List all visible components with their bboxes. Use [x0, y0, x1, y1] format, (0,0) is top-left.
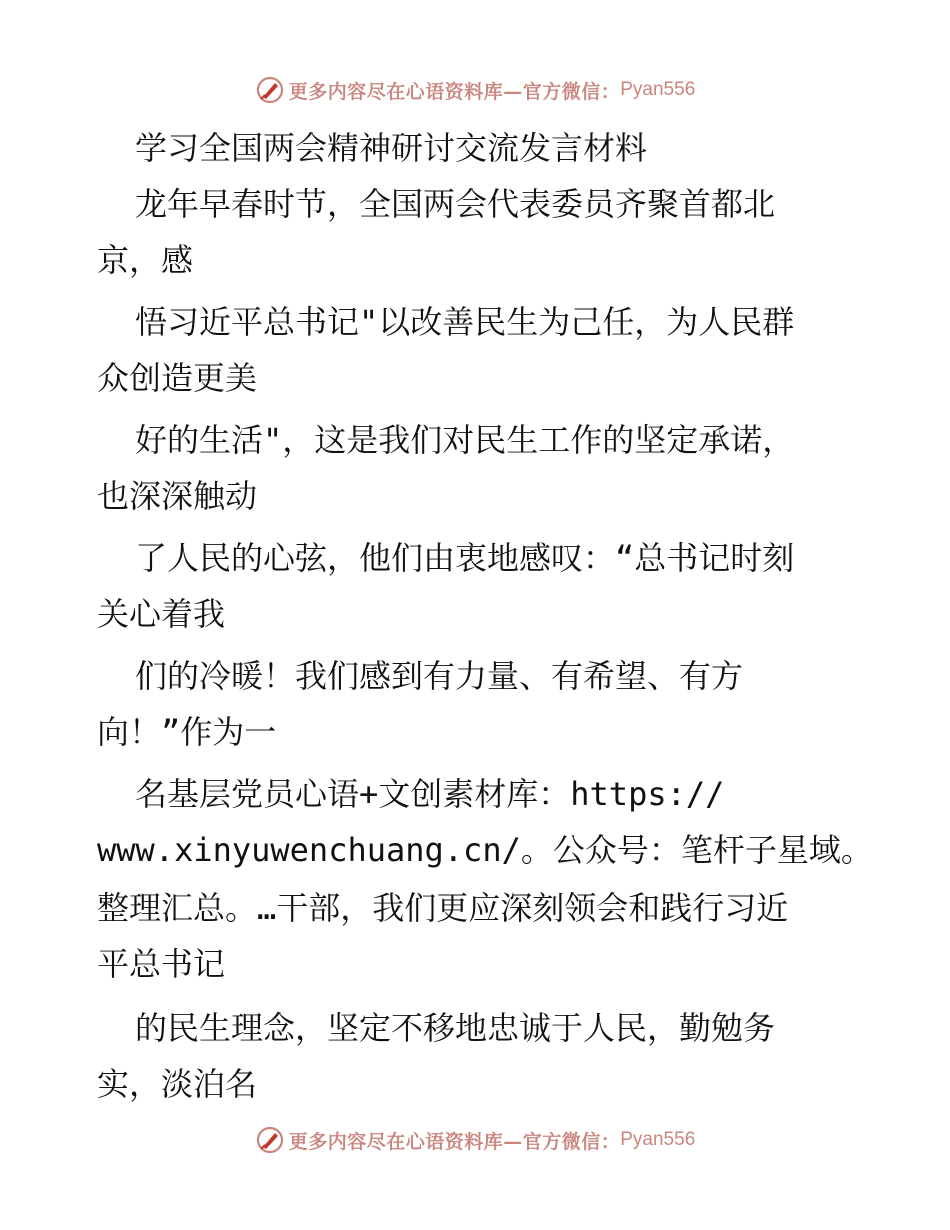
- paragraph-line: 名基层党员心语+文创素材库：https://: [135, 775, 725, 813]
- quill-logo-icon: [255, 1125, 285, 1155]
- document-title: 学习全国两会精神研讨交流发言材料: [135, 129, 648, 167]
- watermark-wechat-id: Pyan556: [620, 79, 696, 100]
- paragraph-line: 平总书记: [97, 945, 226, 983]
- paragraph-line: 向！”作为一: [97, 713, 277, 751]
- paragraph-line: 京，感: [97, 241, 194, 279]
- paragraph-line: 也深深触动: [97, 477, 258, 515]
- paragraph-line: 实，淡泊名: [97, 1065, 258, 1103]
- paragraph-line: 悟习近平总书记"以改善民生为己任，为人民群: [135, 303, 795, 341]
- watermark-wechat-id: Pyan556: [620, 1129, 696, 1150]
- paragraph-line: 好的生活"，这是我们对民生工作的坚定承诺，: [135, 421, 795, 459]
- watermark-text: 更多内容尽在心语资料库—官方微信：: [288, 1130, 621, 1153]
- paragraph-line: www.xinyuwenchuang.cn/。公众号：笔杆子星域。: [97, 831, 873, 869]
- paragraph-line: 了人民的心弦，他们由衷地感叹：“总书记时刻: [135, 539, 795, 577]
- quill-logo-icon: [255, 75, 285, 105]
- paragraph-line: 关心着我: [97, 595, 226, 633]
- paragraph-line: 整理汇总。…干部，我们更应深刻领会和践行习近: [97, 889, 789, 927]
- footer-watermark-banner: [0, 1120, 950, 1160]
- paragraph-line: 的民生理念，坚定不移地忠诚于人民，勤勉务: [135, 1009, 776, 1047]
- paragraph-line: 们的冷暖！我们感到有力量、有希望、有方: [135, 657, 744, 695]
- paragraph-line: 龙年早春时节，全国两会代表委员齐聚首都北: [135, 185, 776, 223]
- header-watermark-banner: [0, 70, 950, 110]
- paragraph-line: 众创造更美: [97, 359, 258, 397]
- watermark-text: 更多内容尽在心语资料库—官方微信：: [288, 80, 621, 103]
